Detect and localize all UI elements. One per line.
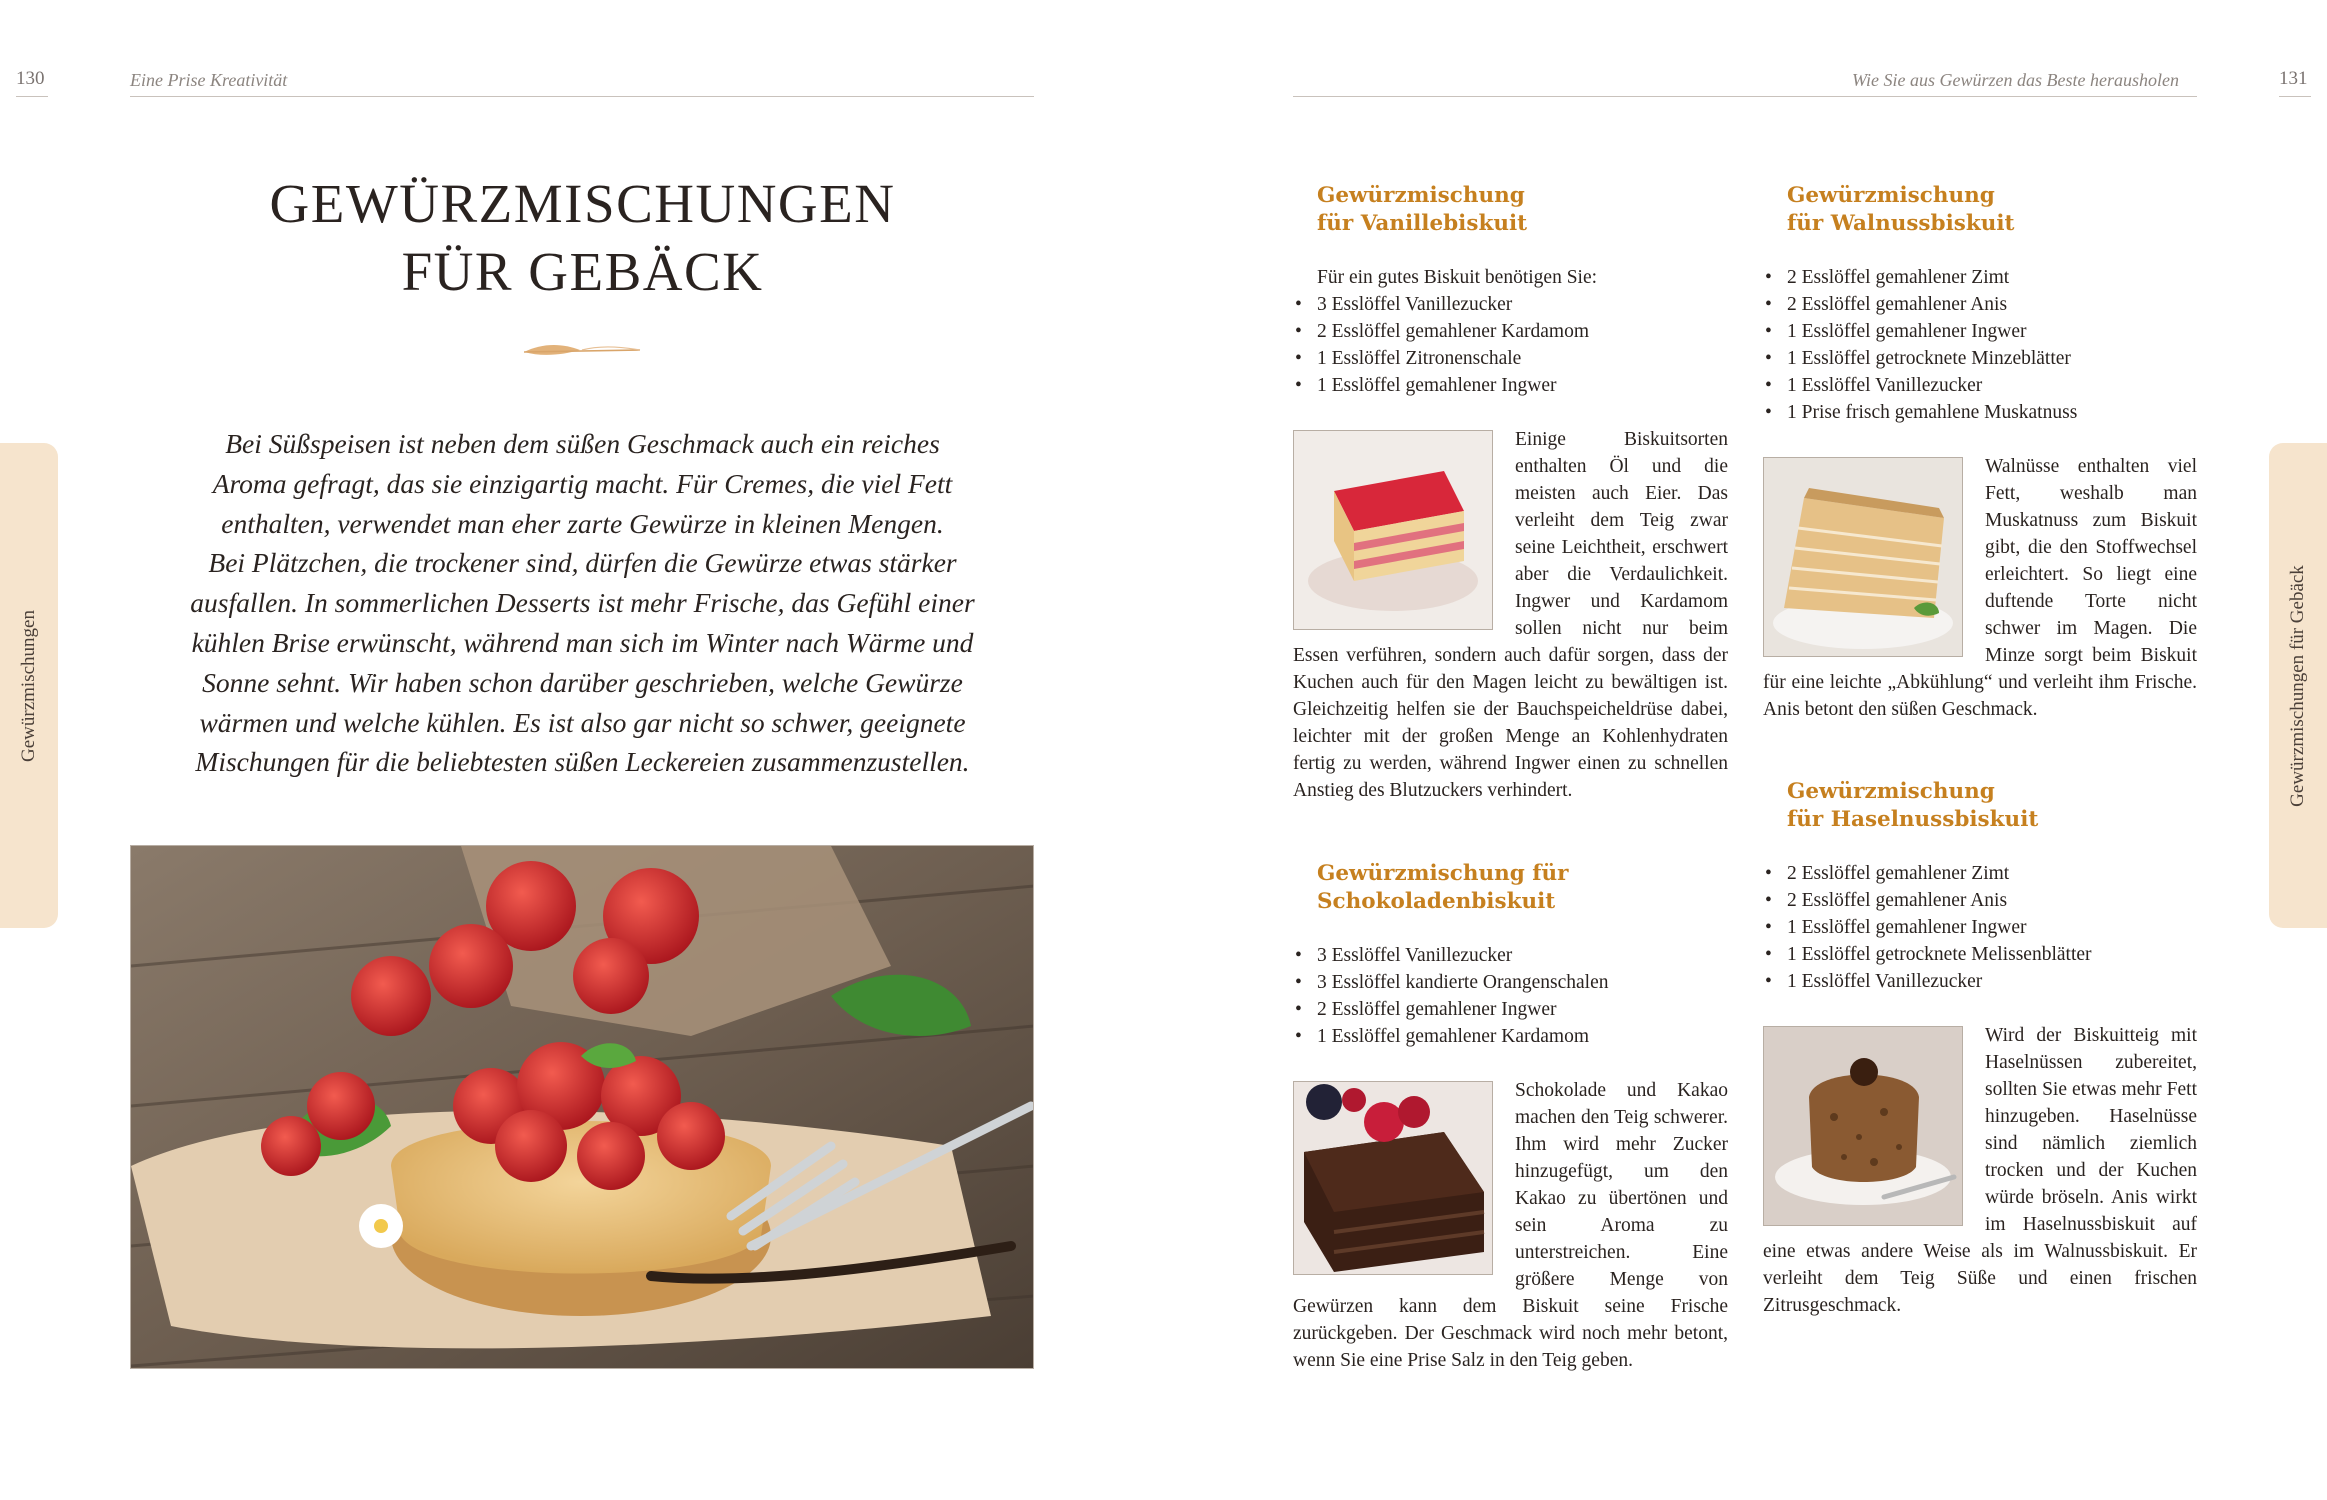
section-title-line: für Haselnussbiskuit bbox=[1787, 807, 2039, 832]
list-item: • 3 Esslöffel Vanillezucker bbox=[1293, 942, 1728, 969]
section-title-line: Schokoladenbiskuit bbox=[1317, 889, 1556, 914]
list-item: • 1 Esslöffel gemahlener Kardamom bbox=[1293, 1023, 1728, 1050]
ingredients-lead: Für ein gutes Biskuit benötigen Sie: bbox=[1317, 267, 1598, 288]
page-title bbox=[130, 170, 1035, 306]
intro-paragraph bbox=[140, 424, 1025, 782]
side-tab-right bbox=[2269, 443, 2327, 928]
section-title-line: Gewürzmischung bbox=[1787, 183, 1995, 208]
intro-line: kühlen Brise erwünscht, während man sich im Winter nach Wärme und bbox=[191, 626, 974, 658]
recipe-schoko bbox=[1293, 860, 1728, 1374]
section-title-line: Gewürzmischung bbox=[1317, 183, 1525, 208]
hazelnut-cake-photo bbox=[1763, 1026, 1963, 1226]
page-number-right: 131 bbox=[2279, 68, 2308, 89]
list-item: • 1 Esslöffel gemahlener Ingwer bbox=[1293, 372, 1728, 399]
ingredient-list-hasel bbox=[1763, 860, 2197, 995]
ingredient-list-vanille bbox=[1293, 291, 1728, 399]
paragraph: Walnüsse enthalten viel Fett, weshalb man Muskatnuss zum Biskuit gibt, die den Stoffwechsel erleichtert. So liegt eine duftende Torte nicht schwer im Magen. Die Minze sorgt beim Biskuit für eine leichte „Abkühlung“ und verleiht ihm Frische. Anis betont den süßen Geschmack. bbox=[1763, 456, 2197, 720]
intro-line: Mischungen für die beliebtesten süßen Leckereien zusammenzustellen. bbox=[195, 746, 970, 778]
header-rule-right-short bbox=[2279, 96, 2311, 97]
paragraph: Einige Biskuitsorten enthalten Öl und die meisten auch Eier. Das verleiht dem Teig zwar seine Leichtheit, erschwert aber die Verdaulichkeit. Ingwer und Kardamom sollen nicht nur beim Essen verführen, sondern auch dafür sorgen, dass der Kuchen auch für den Magen leicht zu bewältigen ist. Gleichzeitig helfen sie der Bauchspeicheldrüse dabei, leichter mit der großen Menge an Kohlenhydraten fertig zu werden, während Ingwer einen zu schnellen Anstieg des Blutzuckers verhindert. bbox=[1293, 429, 1728, 801]
body-text-vanille bbox=[1293, 426, 1728, 804]
running-head-left: Eine Prise Kreativität bbox=[130, 70, 288, 90]
body-text-hasel bbox=[1763, 1022, 2197, 1319]
side-tab-left-label: Gewürzmischungen bbox=[18, 609, 39, 762]
page-title-line1: GEWÜRZMISCHUNGEN bbox=[269, 173, 896, 234]
body-text-walnuss bbox=[1763, 453, 2197, 723]
intro-line: Aroma gefragt, das sie einzigartig macht. Für Cremes, die viel Fett bbox=[212, 467, 953, 499]
paragraph: Wird der Biskuitteig mit Haselnüssen zubereitet, sollten Sie etwas mehr Fett hinzugeben. Haselnüsse sind nämlich ziemlich trocken und der Kuchen würde bröseln. Anis wirkt im Haselnussbiskuit auf eine etwas andere Weise als im Walnussbiskuit. Er verleiht dem Teig Süße und einen frischen Zitrusgeschmack. bbox=[1763, 1025, 2197, 1316]
chocolate-cake-photo bbox=[1293, 1081, 1493, 1275]
section-title-vanille bbox=[1293, 182, 1728, 238]
list-item: • 2 Esslöffel gemahlener Anis bbox=[1763, 291, 2197, 318]
intro-line: ausfallen. In sommerlichen Desserts ist mehr Frische, das Gefühl einer bbox=[190, 587, 975, 619]
section-title-walnuss bbox=[1763, 182, 2197, 238]
list-item: • 1 Esslöffel Zitronenschale bbox=[1293, 345, 1728, 372]
list-item: • 2 Esslöffel gemahlener Zimt bbox=[1763, 264, 2197, 291]
intro-line: wärmen und welche kühlen. Es ist also gar nicht so schwer, geeignete bbox=[199, 706, 966, 738]
intro-line: Bei Süßspeisen ist neben dem süßen Geschmack auch ein reiches bbox=[225, 428, 940, 459]
list-item: • 1 Esslöffel getrocknete Melissenblätter bbox=[1763, 941, 2197, 968]
section-title-line: Gewürzmischung für bbox=[1317, 861, 1569, 886]
list-item: • 2 Esslöffel gemahlener Kardamom bbox=[1293, 318, 1728, 345]
list-item: • 2 Esslöffel gemahlener Ingwer bbox=[1293, 996, 1728, 1023]
ingredient-list-walnuss bbox=[1763, 264, 2197, 426]
list-item: • 1 Esslöffel gemahlener Ingwer bbox=[1763, 318, 2197, 345]
intro-line: enthalten, verwendet man eher zarte Gewürze in kleinen Mengen. bbox=[221, 507, 944, 539]
list-item: • 3 Esslöffel Vanillezucker bbox=[1293, 291, 1728, 318]
side-tab-left bbox=[0, 443, 58, 928]
recipe-walnuss bbox=[1763, 182, 2197, 723]
page-number-left: 130 bbox=[16, 68, 45, 89]
page-title-line2: FÜR GEBÄCK bbox=[401, 241, 764, 302]
header-rule-left bbox=[130, 96, 1034, 97]
list-item: • 2 Esslöffel gemahlener Zimt bbox=[1763, 860, 2197, 887]
section-title-hasel bbox=[1763, 778, 2197, 834]
body-text-schoko bbox=[1293, 1077, 1728, 1374]
list-item: • 1 Esslöffel Vanillezucker bbox=[1763, 372, 2197, 399]
recipe-hasel bbox=[1763, 778, 2197, 1319]
strawberry-tart-photo bbox=[130, 845, 1034, 1369]
section-title-schoko bbox=[1293, 860, 1728, 916]
list-item: • 1 Esslöffel gemahlener Ingwer bbox=[1763, 914, 2197, 941]
list-item: • 2 Esslöffel gemahlener Anis bbox=[1763, 887, 2197, 914]
header-rule-left-short bbox=[16, 96, 48, 97]
feather-ornament-icon bbox=[522, 339, 642, 361]
section-title-line: für Walnussbiskuit bbox=[1787, 211, 2015, 236]
paragraph: Schokolade und Kakao machen den Teig schwerer. Ihm wird mehr Zucker hinzugefügt, um den Kakao zu übertönen und sein Aroma zu unterstreichen. Eine größere Menge von Gewürzen kann dem Biskuit seine Frische zurückgeben. Der Geschmack wird noch mehr betont, wenn Sie eine Prise Salz in den Teig geben. bbox=[1293, 1080, 1728, 1371]
ingredient-list-schoko bbox=[1293, 942, 1728, 1050]
section-title-line: Gewürzmischung bbox=[1787, 779, 1995, 804]
recipe-vanille bbox=[1293, 182, 1728, 804]
list-item: • 1 Esslöffel Vanillezucker bbox=[1763, 968, 2197, 995]
list-item: • 3 Esslöffel kandierte Orangenschalen bbox=[1293, 969, 1728, 996]
walnut-cake-photo bbox=[1763, 457, 1963, 657]
section-title-line: für Vanillebiskuit bbox=[1317, 211, 1528, 236]
intro-line: Sonne sehnt. Wir haben schon darüber geschrieben, welche Gewürze bbox=[202, 666, 963, 698]
vanilla-cake-photo bbox=[1293, 430, 1493, 630]
list-item: • 1 Esslöffel getrocknete Minzeblätter bbox=[1763, 345, 2197, 372]
running-head-right: Wie Sie aus Gewürzen das Beste herausholen bbox=[1852, 70, 2179, 90]
side-tab-right-label: Gewürzmischungen für Gebäck bbox=[2287, 564, 2308, 807]
header-rule-right bbox=[1293, 96, 2197, 97]
list-item: • 1 Prise frisch gemahlene Muskatnuss bbox=[1763, 399, 2197, 426]
intro-line: Bei Plätzchen, die trockener sind, dürfen die Gewürze etwas stärker bbox=[208, 547, 957, 579]
